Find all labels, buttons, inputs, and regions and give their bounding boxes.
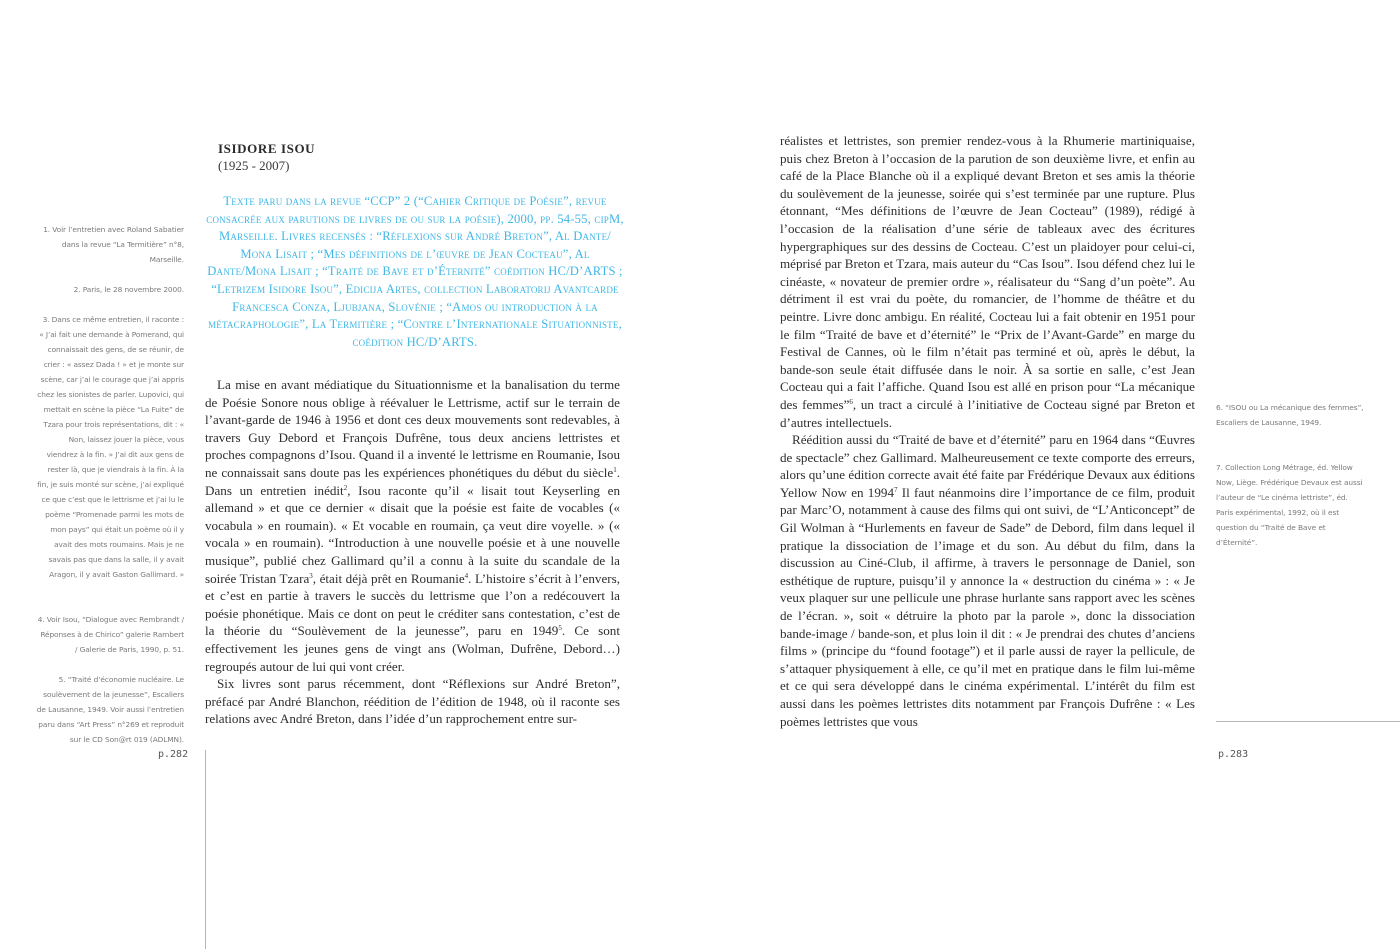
footnote-ref[interactable]: 4: [464, 571, 469, 580]
footnote-ref[interactable]: 6: [849, 397, 853, 406]
author-name: ISIDORE ISOU: [218, 141, 316, 156]
right-body-column: [780, 132, 1195, 730]
text-run: La mise en avant médiatique du Situationnisme et la banalisation du terme de Poésie Sonore nous oblige à réévaluer le Lettrisme, actif sur le terrain de l’avant-garde de 1946 à 1956 et dont ces deux mouvements sont redevables, à travers Guy Debord et François Dufrêne, tous deux anciens lettristes et proches compagnons d’Isou. Quand il a inventé le lettrisme en Roumanie, Isou ne connaissait sans doute pas les expériences phonétiques du début du siècle: [205, 377, 620, 480]
footnote-3: 3. Dans ce même entretien, il raconte : « J’ai fait une demande à Pomerand, qui connaissait des gens, de se réunir, de crier : « assez Dada ! » et je monte sur scène, car j’ai le courage que j’ai appris chez les sionistes de parler. Lupovici, qui mettait en scène la pièce “La Fuite” de Tzara pour trois représentations, dit : « Non, laissez jouer la pièce, vous viendrez à la fin. » J’ai dit aux gens de rester là, que je viendrais à la fin. À la fin, je suis monté sur scène, j’ai expliqué ce que c’est que le lettrisme et j’ai lu le poème “Promenade parmi les mots de mon pays” qui était un poème où il y avait des mots roumains. Mais je ne savais pas que dans la salle, il y avait Aragon, il y avait Gaston Gallimard. »: [37, 315, 184, 579]
text-run: . L’histoire s’écrit à l’envers, et c’est en partie à travers le succès du lettrisme que l’on a redécouvert la poésie phonétique. Mais ce dont on peut le créditer sans contestation, c’est de la théorie du “Soulèvement de la jeunesse”, paru en 1949: [205, 570, 620, 639]
body-paragraph: [780, 431, 1195, 730]
left-body-column: [205, 376, 620, 728]
footnote-ref[interactable]: 5: [558, 624, 562, 633]
text-run: . Ce sont effectivement les jeunes gens de vingt ans (Wolman, Dufrêne, Debord…) regroupés autour de lui qui vont créer.: [205, 623, 620, 674]
footnote-ref[interactable]: 3: [309, 571, 313, 580]
margin-rule-horizontal: [1216, 721, 1400, 722]
page-number-right: p.283: [1218, 749, 1249, 760]
left-footnotes: [36, 222, 184, 762]
body-paragraph: Six livres sont parus récemment, dont “Réflexions sur André Breton”, préfacé par André Blanchon, réédition de l’édition de 1948, où il raconte ses relations avec André Breton, dans l’idée d’un rapprochement entre sur-: [205, 676, 620, 727]
right-footnotes: [1216, 400, 1366, 565]
text-run: Il faut néanmoins dire l’importance de ce film, produit par Marc’O, notamment à cause des films qui ont suivi, de “L’Anticoncept” de Gil Wolman à “Hurlements en faveur de Sade” de Debord, film dans lequel il pratique la dissociation de l’image et du son. Au début du film, dans la discussion au Ciné-Club, il affirme, à travers le personnage de Daniel, son esthétique de rupture, puisqu’il y annonce la « destruction du cinéma » : « Je veux plaquer sur une pellicule une phrase hurlante sans rapport avec les scènes de l’écran. », soit « détruire la photo par la parole », donc la dissociation bande-image / bande-son, et plus loin il dit : « Je prendrai des chutes d’anciens films » (principe du “found footage”) et il parle aussi de rayer la pellicule, de s’attaquer physiquement à elle, ce qu’il met en pratique dans le film lui-même et ce qui sera développé dans le cinéma expérimental. L’intérêt du film est aussi dans les poèmes lettristes dits notamment par François Dufrêne : « Les poèmes lettristes que vous: [780, 484, 1195, 729]
footnote-6: 6. “ISOU ou La mécanique des femmes”, Escaliers de Lausanne, 1949.: [1216, 403, 1364, 427]
text-run: , un tract a circulé à l’initiative de Cocteau signé par Breton et d’autres intellectuels.: [780, 396, 1195, 430]
author-dates: (1925 - 2007): [218, 158, 290, 173]
footnote-ref[interactable]: 7: [894, 485, 898, 494]
page-number-left: p.282: [158, 749, 189, 760]
body-paragraph: [780, 132, 1195, 431]
footnote-5: 5. “Traité d’économie nucléaire. Le soulèvement de la jeunesse”, Escaliers de Lausanne, 1949. Voir aussi l’entretien paru dans “Art Press” n°269 et reproduit sur le CD Son@rt 019 (ADLMN).: [36, 675, 184, 744]
margin-rule-vertical: [205, 750, 206, 949]
text-run: réalistes et lettristes, son premier rendez-vous à la Rhumerie martiniquaise, puis chez Breton à l’occasion de la parution de son deuxième livre, et enfin au café de la Place Blanche où il a expliqué devant Breton et ses amis la théorie du soulèvement de la jeunesse, soirée qui s’est terminée par une rupture. Plus étonnant, “Mes définitions de l’œuvre de Jean Cocteau” (1989), rédigé à l’occasion de la réalisation d’une série de tableaux avec des écritures hypergraphiques sur des dessins de Cocteau. C’est un plaidoyer pour celui-ci, méprisé par Breton et Tzara, mais auteur du “Cas Isou”. Isou défend chez lui le cinéaste, « novateur de premier ordre », réalisateur du “Sang d’un poète”. Au détriment il est vrai du poète, du romancier, de l’homme de théâtre et du peintre. Livre donc ambigu. En réalité, Cocteau lui a fait obtenir en 1951 pour le film “Traité de bave et d’éternité” le “Prix de l’Avant-Garde” en marge du Festival de Cannes, où le film n’était pas terminé et où, après le début, la bande-son seule était diffusée dans le noir. À sa sortie en salle, c’est Jean Cocteau qui a fait l’affiche. Quand Isou est allé en prison pour “La mécanique des femmes”: [780, 133, 1195, 412]
footnote-ref[interactable]: 1: [613, 465, 617, 474]
text-run: . Dans un entretien inédit: [205, 464, 620, 498]
author-header: [218, 140, 618, 174]
footnote-ref[interactable]: 2: [343, 483, 348, 492]
text-run: Réédition aussi du “Traité de bave et d’éternité” paru en 1964 dans “Œuvres de spectacle” chez Gallimard. Malheureusement ce texte comporte des erreurs, alors qu’une édition correcte avait été faite par Frédérique Devaux aux éditions Yellow Now en 1994: [780, 432, 1195, 500]
text-run: , était déjà prêt en Roumanie: [312, 570, 465, 586]
footnote-4: 4. Voir Isou, “Dialogue avec Rembrandt / Réponses à de Chirico” galerie Rambert / Galerie de Paris, 1990, p. 51.: [37, 615, 184, 654]
footnote-1: 1. Voir l’entretien avec Roland Sabatier dans la revue “La Termitière” n°8, Marseille.: [43, 225, 184, 264]
text-run: , Isou raconte qu’il « lisait tout Keyserling en allemand » et que ce dernier « disait que la poésie est faite de vocables (« vocabula » en roumain). « Et vocable en roumain, ça veut dire voyelle. » (« vocala » en roumain). “Introduction à une nouvelle poésie et à une nouvelle musique”, publié chez Gallimard qu’il a connu à la suite du scandale de la soirée Tristan Tzara: [205, 482, 620, 586]
intro-blurb: Texte paru dans la revue “CCP” 2 (“Cahier Critique de Poésie”, revue consacrée aux parutions de livres de ou sur la poésie), 2000, pp. 54-55, cipM, Marseille. Livres recensés : “Réflexions sur André Breton”, Al Dante/ Mona Lisait ; “Mes définitions de l’œuvre de Jean Cocteau”, Al Dante/Mona Lisait ; “Traité de Bave et d’Éternité” coédition HC/D’ARTS ; “Letrizem Isidore Isou”, Edicija Artes, collection Laboratorij Avantcarde Francesca Conza, Ljubjana, Slovénie ; “Amos ou introduction à la métacraphologie”, La Termitière ; “Contre l’Internationale Situationniste, coédition HC/D’ARTS.: [206, 194, 624, 349]
body-paragraph: [205, 376, 620, 675]
footnote-7: 7. Collection Long Métrage, éd. Yellow Now, Liège. Frédérique Devaux est aussi l’auteur de “Le cinéma lettriste”, éd. Paris expérimental, 1992, où il est question du “Traité de Bave et d’Éternité”.: [1216, 463, 1363, 547]
footnote-2: 2. Paris, le 28 novembre 2000.: [73, 285, 184, 294]
